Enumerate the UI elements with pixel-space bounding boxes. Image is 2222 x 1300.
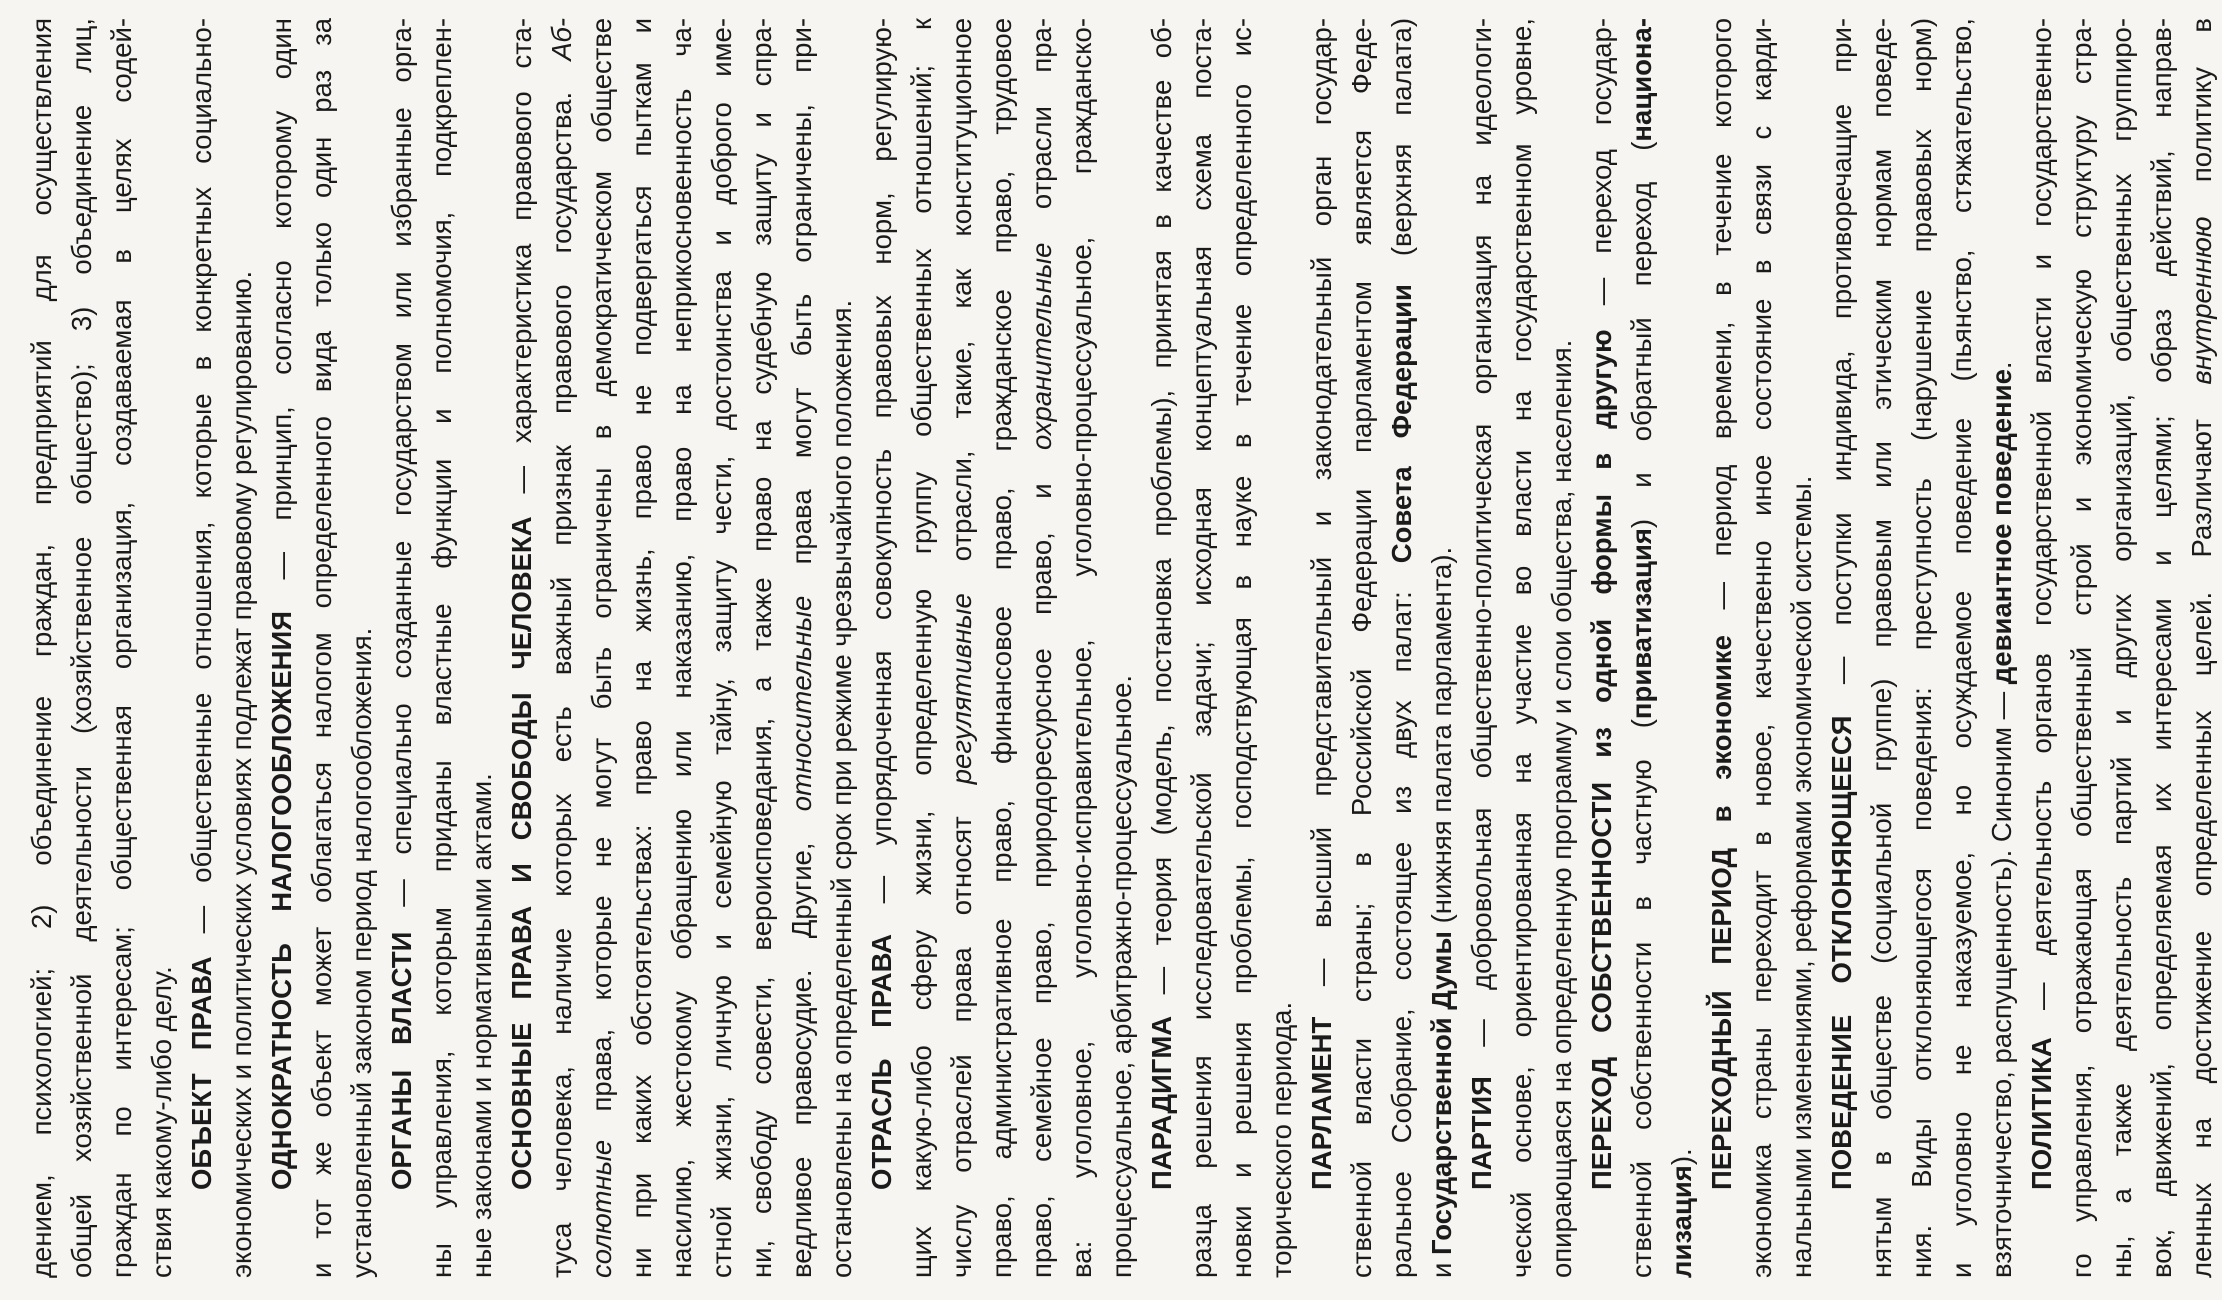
body-text: взяточничество, распущенность). Синоним — xyxy=(1986,684,2017,1278)
text-line xyxy=(342,18,382,1278)
text-line xyxy=(1342,18,1382,1278)
text-line xyxy=(542,18,582,1278)
text-line xyxy=(702,18,742,1278)
text-line xyxy=(1422,18,1462,1278)
text-line xyxy=(902,18,942,1278)
body-text: — характеристика правового ста- xyxy=(506,18,537,517)
body-text: ственной власти страны; в Российской Федерации парламентом является Феде- xyxy=(1346,18,1377,1278)
body-text: отрасли пра- xyxy=(1026,18,1057,243)
text-line xyxy=(62,18,102,1278)
text-line xyxy=(1942,18,1982,1278)
term-heading: ОРГАНЫ ВЛАСТИ xyxy=(386,931,417,1190)
text-line xyxy=(302,18,342,1278)
body-text: ны управления, которым приданы властные функции и полномочия, подкреплен- xyxy=(426,18,457,1278)
text-line xyxy=(622,18,662,1278)
body-text: ) и обратный переход ( xyxy=(1626,141,1657,529)
text-line xyxy=(1022,18,1062,1278)
body-text: ны, а также деятельность партий и других организаций, общественных группиро- xyxy=(2106,18,2137,1278)
text-line xyxy=(862,18,902,1278)
body-text: ральное Собрание, состоящее из двух палат: xyxy=(1386,563,1417,1278)
text-line xyxy=(662,18,702,1278)
body-text: нятым в обществе (социальной группе) правовым или этическим нормам поведе- xyxy=(1866,18,1897,1278)
text-line xyxy=(1382,18,1422,1278)
body-text: дением, психологией; 2) объединение граждан, предприятий для осуществления xyxy=(26,18,57,1278)
term-heading: ПОЛИТИКА xyxy=(2026,1037,2057,1190)
text-line xyxy=(1742,18,1782,1278)
body-text: — добровольная общественно-политическая организация на идеологи- xyxy=(1466,18,1497,1077)
term-heading: ПЕРЕХОД СОБСТВЕННОСТИ из одной формы в другую xyxy=(1586,329,1617,1190)
text-line xyxy=(182,18,222,1278)
text-line xyxy=(1062,18,1102,1278)
body-text: торического периода. xyxy=(1266,1001,1297,1278)
term-heading: Государственной Думы xyxy=(1426,931,1457,1255)
term-heading: ОСНОВНЫЕ ПРАВА И СВОБОДЫ ЧЕЛОВЕКА xyxy=(506,516,537,1190)
body-text: политику в xyxy=(2186,18,2217,217)
emphasis-text: солютные xyxy=(586,1139,617,1278)
text-line xyxy=(222,18,262,1278)
body-text: — принцип, согласно которому один xyxy=(266,18,297,611)
term-heading: Совета Федерации xyxy=(1386,284,1417,564)
body-text: нальными изменениями, реформами экономической системы. xyxy=(1786,475,1817,1278)
term-heading: ОДНОКРАТНОСТЬ НАЛОГООБЛОЖЕНИЯ xyxy=(266,610,297,1190)
body-text: числу отраслей права относят xyxy=(946,784,977,1278)
body-text: экономических и политических условиях подлежат правовому регулированию. xyxy=(226,270,257,1278)
body-text: — поступки индивида, противоречащие при- xyxy=(1826,18,1857,716)
text-line xyxy=(1782,18,1822,1278)
text-line xyxy=(742,18,782,1278)
body-text: стной жизни, личную и семейную тайну, защиту чести, достоинства и доброго име- xyxy=(706,18,737,1278)
body-text: ствия какому-либо делу. xyxy=(146,966,177,1278)
body-text: процессуальное, арбитражно-процессуальное. xyxy=(1106,674,1137,1278)
body-text: ведливое правосудие. Другие, xyxy=(786,811,817,1278)
body-text: насилию, жестокому обращению или наказанию, право на неприкосновенность ча- xyxy=(666,18,697,1278)
text-line xyxy=(1902,18,1942,1278)
body-text: — деятельность органов государственной власти и государственно- xyxy=(2026,18,2057,1038)
text-line xyxy=(1542,18,1582,1278)
body-text: ). xyxy=(1666,1148,1697,1166)
body-text: ва: уголовное, уголовно-исправительное, уголовно-процессуальное, гражданско- xyxy=(1066,18,1097,1278)
text-line xyxy=(1302,18,1342,1278)
body-text: — высший представительный и законодательный орган государ- xyxy=(1306,18,1337,1017)
text-line xyxy=(22,18,62,1278)
body-text: ческой основе, ориентированная на участие во власти на государственном уровне, xyxy=(1506,18,1537,1278)
body-text: — специально созданные государством или избранные орга- xyxy=(386,18,417,932)
body-text: . xyxy=(1986,361,2017,370)
text-line xyxy=(102,18,142,1278)
term-heading: ОТРАСЛЬ ПРАВА xyxy=(866,933,897,1190)
text-line xyxy=(1502,18,1542,1278)
term-heading: ПАРТИЯ xyxy=(1466,1076,1497,1190)
body-text: ни при каких обстоятельствах: право на жизнь, право не подвергаться пыткам и xyxy=(626,18,657,1278)
text-line xyxy=(1102,18,1142,1278)
body-text: разца решения исследовательской задачи; исходная концептуальная схема поста- xyxy=(1186,18,1217,1278)
body-text: право, административное право, финансовое право, гражданское право, трудовое xyxy=(986,18,1017,1278)
text-line xyxy=(1142,18,1182,1278)
body-text: ни, свободу совести, вероисповедания, а также право на судебную защиту и спра- xyxy=(746,18,777,1278)
body-text: установленный законом период налогообложения. xyxy=(346,627,377,1278)
text-line xyxy=(462,18,502,1278)
emphasis-text: регулятивные xyxy=(946,593,977,785)
emphasis-text: относительные xyxy=(786,595,817,812)
body-text: опирающаяся на определенную программу и слои общества, населения. xyxy=(1546,339,1577,1278)
text-line xyxy=(1262,18,1302,1278)
text-line xyxy=(2182,18,2222,1278)
body-text: вок, движений, определяемая их интересами и целями; образ действий, направ- xyxy=(2146,18,2177,1278)
term-heading: приватизация xyxy=(1626,528,1657,720)
term-heading: ПОВЕДЕНИЕ ОТКЛОНЯЮЩЕЕСЯ xyxy=(1826,715,1857,1190)
text-line xyxy=(942,18,982,1278)
text-line xyxy=(502,18,542,1278)
body-text: отрасли, такие, как конституционное xyxy=(946,18,977,594)
text-line xyxy=(782,18,822,1278)
body-text: права могут быть ограничены, при- xyxy=(786,18,817,596)
text-line xyxy=(1702,18,1742,1278)
body-text: щих какую-либо сферу жизни, определенную группу общественных отношений; к xyxy=(906,18,937,1278)
body-text: и уголовно не наказуемое, но осуждаемое поведение (пьянство, стяжательство, xyxy=(1946,18,1977,1278)
text-line xyxy=(1622,18,1662,1278)
body-text: — общественные отношения, которые в конкретных социально- xyxy=(186,18,217,957)
body-text: право, семейное право, природоресурсное право, и xyxy=(1026,449,1057,1278)
body-text: права, которые не могут быть ограничены в демократическом обществе xyxy=(586,18,617,1140)
body-text: экономика страны переходит в новое, качественно иное состояние в связи с карди- xyxy=(1746,18,1777,1278)
text-line xyxy=(1982,18,2022,1278)
body-text: остановлены на определенный срок при режиме чрезвычайного положения. xyxy=(826,299,857,1278)
emphasis-text: охранительные xyxy=(1026,242,1057,450)
term-heading: лизация xyxy=(1666,1165,1697,1278)
body-text: общей хозяйственной деятельности (хозяйственное общество); 3) объединение лиц, xyxy=(66,18,97,1278)
term-heading: ПАРАДИГМА xyxy=(1146,1015,1177,1190)
text-line xyxy=(582,18,622,1278)
text-line xyxy=(142,18,182,1278)
term-heading: ОБЪЕКТ ПРАВА xyxy=(186,956,217,1190)
term-heading: национа- xyxy=(1626,18,1657,142)
emphasis-text: Аб- xyxy=(546,18,577,61)
term-heading: ПАРЛАМЕНТ xyxy=(1306,1016,1337,1190)
text-line xyxy=(1662,18,1702,1278)
text-line xyxy=(1182,18,1222,1278)
text-line xyxy=(2062,18,2102,1278)
body-text: (нижняя палата парламента). xyxy=(1426,546,1457,932)
text-line xyxy=(1822,18,1862,1278)
body-text: ственной собственности в частную ( xyxy=(1626,719,1657,1278)
body-text: (верхняя палата) xyxy=(1386,18,1417,285)
body-text: ные законами и нормативными актами. xyxy=(466,773,497,1278)
text-line xyxy=(1862,18,1902,1278)
text-line xyxy=(982,18,1022,1278)
text-line xyxy=(262,18,302,1278)
term-heading: девиантное поведение xyxy=(1986,369,2017,685)
body-text: туса человека, наличие которых есть важный признак правового государства. xyxy=(546,60,577,1278)
body-text: ния. Виды отклоняющегося поведения: преступность (нарушение правовых норм) xyxy=(1906,18,1937,1278)
body-text: — теория (модель, постановка проблемы), принятая в качестве об- xyxy=(1146,18,1177,1016)
body-text: го управления, отражающая общественный строй и экономическую структуру стра- xyxy=(2066,18,2097,1278)
body-text: новки и решения проблемы, господствующая в науке в течение определенного ис- xyxy=(1226,18,1257,1278)
text-line xyxy=(2022,18,2062,1278)
text-line xyxy=(382,18,422,1278)
body-text: — период времени, в течение которого xyxy=(1706,18,1737,636)
term-heading: ПЕРЕХОДНЫЙ ПЕРИОД в экономике xyxy=(1706,635,1737,1190)
text-line xyxy=(2142,18,2182,1278)
text-line xyxy=(422,18,462,1278)
body-text: граждан по интересам; общественная организация, создаваемая в целях содей- xyxy=(106,18,137,1278)
text-line xyxy=(1582,18,1622,1278)
body-text: — переход государ- xyxy=(1586,18,1617,330)
body-text: — упорядоченная совокупность правовых норм, регулирую- xyxy=(866,18,897,934)
text-line xyxy=(2102,18,2142,1278)
emphasis-text: внутреннюю xyxy=(2186,216,2217,385)
body-text: и xyxy=(1426,1254,1457,1278)
body-text: ленных на достижение определенных целей. Различают xyxy=(2186,384,2217,1278)
text-line xyxy=(822,18,862,1278)
body-text: и тот же объект может облагаться налогом определенного вида только один раз за xyxy=(306,18,337,1278)
text-line xyxy=(1462,18,1502,1278)
text-line xyxy=(1222,18,1262,1278)
